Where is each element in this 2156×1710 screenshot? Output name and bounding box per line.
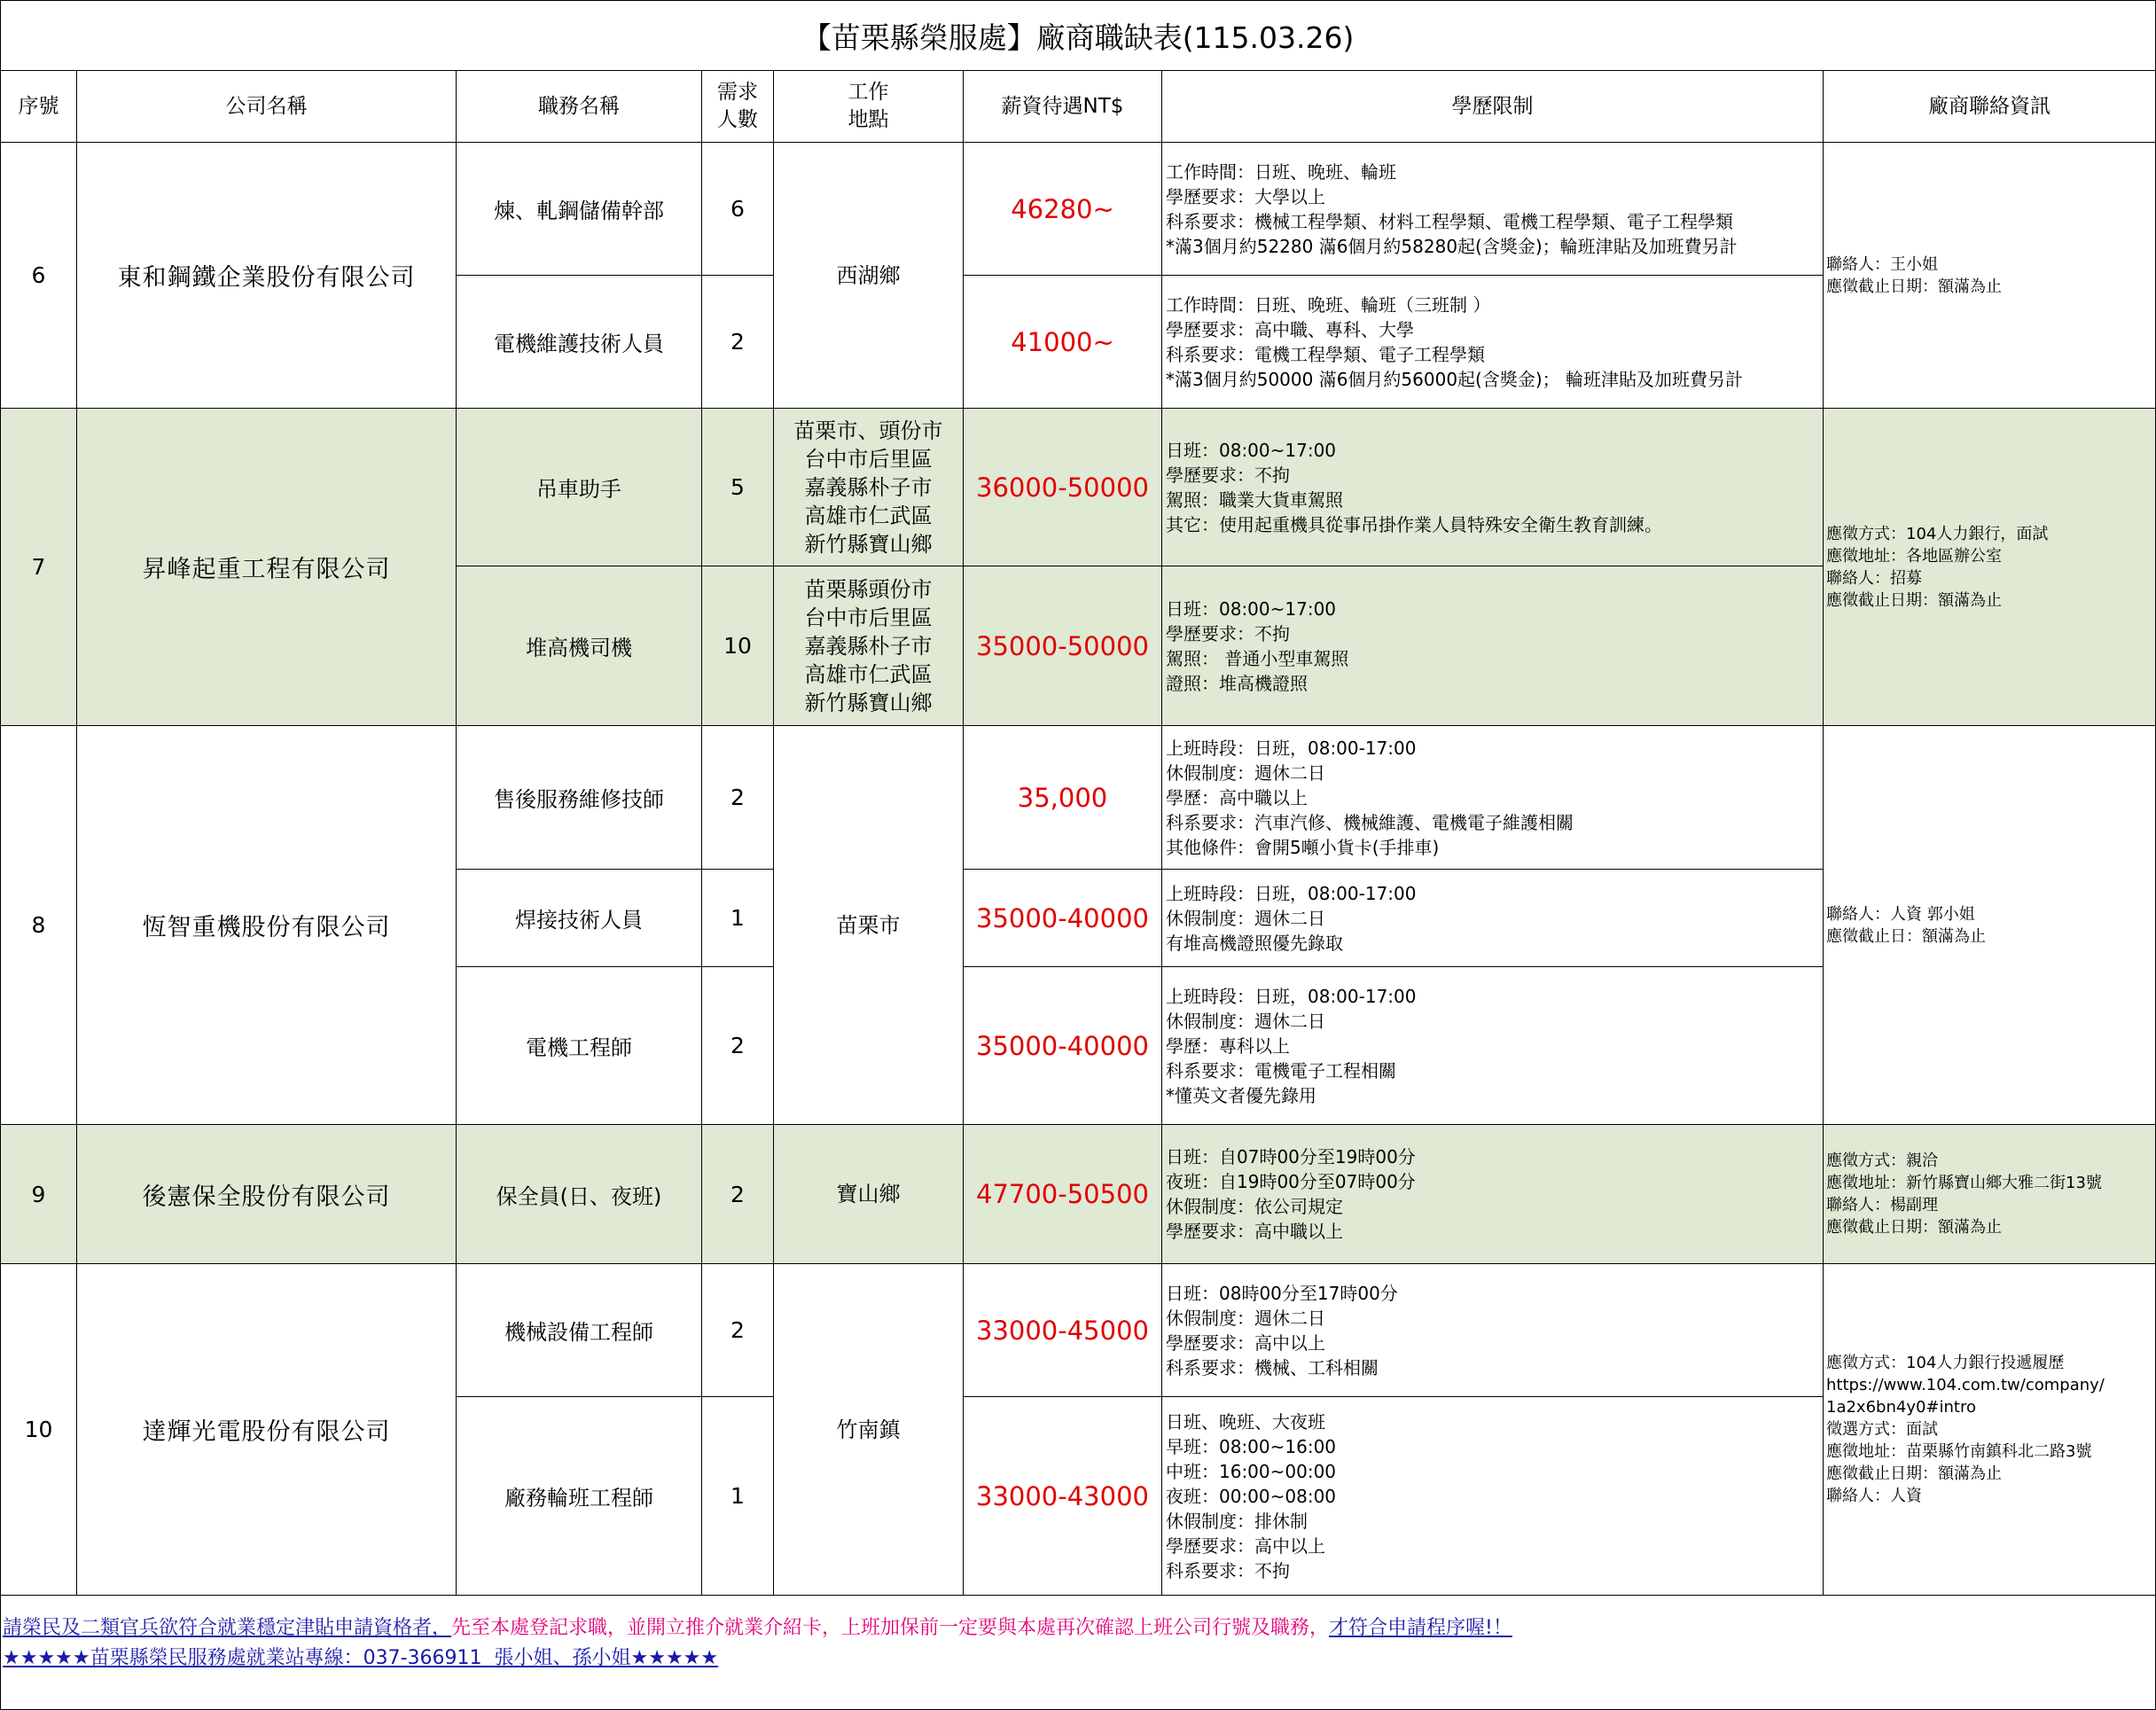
work-location-line: 苗栗市 <box>836 912 901 938</box>
headcount-cell: 5 <box>702 409 774 566</box>
headcount-cell: 2 <box>702 726 774 870</box>
job-title-cell: 保全員(日、夜班) <box>457 1125 702 1264</box>
contact-line: 應徵截止日期：額滿為止 <box>1826 1218 2002 1237</box>
salary-cell: 36000-50000 <box>964 409 1162 566</box>
company-name-cell: 恆智重機股份有限公司 <box>77 726 457 1125</box>
salary-cell: 41000~ <box>964 276 1162 409</box>
headcount-cell: 2 <box>702 276 774 409</box>
contact-info-cell <box>1824 1264 2156 1596</box>
salary-cell: 35000-40000 <box>964 870 1162 967</box>
work-location-cell <box>774 726 964 1125</box>
requirement-line: 科系要求：機械工程學類、材料工程學類、電機工程學類、電子工程學類 <box>1166 210 1733 232</box>
headcount-cell: 10 <box>702 566 774 726</box>
header-count-line: 需求 <box>717 81 758 104</box>
job-title-cell: 堆高機司機 <box>457 566 702 726</box>
contact-line: 聯絡人：人資 <box>1826 1487 1922 1505</box>
requirement-line: 有堆高機證照優先錄取 <box>1166 932 1343 954</box>
work-location-line: 新竹縣寶山鄉 <box>804 690 933 715</box>
contact-line: 應徵截止日期：額滿為止 <box>1826 1464 2002 1483</box>
footer-eligibility-text: 請榮民及二類官兵欲符合就業穩定津貼申請資格者， <box>3 1617 452 1639</box>
work-location-line: 台中市后里區 <box>804 446 933 472</box>
contact-line: 應徵方式：104人力銀行投遞履歷 <box>1826 1354 2065 1372</box>
requirements-cell <box>1162 409 1824 566</box>
company-name-cell: 東和鋼鐵企業股份有限公司 <box>77 143 457 409</box>
company-name-cell: 昇峰起重工程有限公司 <box>77 409 457 726</box>
requirement-line: 上班時段：日班，08:00-17:00 <box>1166 985 1417 1007</box>
requirement-line: 其他條件：會開5噸小貨卡(手排車) <box>1166 836 1440 858</box>
requirement-line: 休假制度：週休二日 <box>1166 1307 1325 1329</box>
requirement-line: 早班：08:00~16:00 <box>1166 1435 1337 1457</box>
work-location-cell <box>774 409 964 566</box>
salary-cell: 35000-40000 <box>964 967 1162 1125</box>
salary-cell: 33000-43000 <box>964 1397 1162 1596</box>
requirement-line: 夜班：自19時00分至07時00分 <box>1166 1171 1416 1192</box>
contact-info-cell <box>1824 409 2156 726</box>
requirements-cell <box>1162 143 1824 276</box>
requirement-line: *滿3個月約52280 滿6個月約58280起(含獎金)；輪班津貼及加班費另計 <box>1166 235 1738 257</box>
requirement-line: 其它：使用起重機具從事吊掛作業人員特殊安全衛生教育訓練。 <box>1166 513 1662 535</box>
header-contact: 廠商聯絡資訊 <box>1824 71 2156 143</box>
headcount-cell: 1 <box>702 870 774 967</box>
header-requirements: 學歷限制 <box>1162 71 1824 143</box>
requirement-line: 學歷要求：不拘 <box>1166 622 1290 644</box>
requirement-line: 日班、晚班、大夜班 <box>1166 1410 1325 1433</box>
work-location-line: 新竹縣寶山鄉 <box>804 531 933 557</box>
contact-line: 聯絡人：招募 <box>1826 568 1922 588</box>
header-row <box>1 71 2156 143</box>
salary-cell: 33000-45000 <box>964 1264 1162 1397</box>
header-location <box>774 71 964 143</box>
headcount-cell: 1 <box>702 1397 774 1596</box>
contact-info-cell <box>1824 1125 2156 1264</box>
requirements-cell <box>1162 870 1824 967</box>
contact-line: 應徵方式：104人力銀行，面試 <box>1826 524 2049 543</box>
requirement-line: 休假制度：週休二日 <box>1166 761 1325 784</box>
requirement-line: 夜班：00:00~08:00 <box>1166 1485 1337 1507</box>
requirement-line: 工作時間：日班、晚班、輪班 <box>1166 160 1396 183</box>
contact-line: 應徵方式：親洽 <box>1826 1152 1938 1170</box>
footer-hotline: ★★★★★苗栗縣榮民服務處就業站專線：037-366911 張小姐、孫小姐★★★★★ <box>3 1647 719 1669</box>
contact-line: 應徵地址：苗栗縣竹南鎮科北二路3號 <box>1826 1442 2092 1461</box>
requirement-line: 日班：自07時00分至19時00分 <box>1166 1146 1416 1167</box>
job-title-cell: 廠務輪班工程師 <box>457 1397 702 1596</box>
requirement-line: 科系要求：汽車汽修、機械維護、電機電子維護相關 <box>1166 811 1574 833</box>
seq-number-cell: 6 <box>1 143 77 409</box>
job-row <box>1 143 2156 276</box>
footer-closing-text: 才符合申請程序喔!！ <box>1329 1617 1512 1639</box>
salary-cell: 46280~ <box>964 143 1162 276</box>
job-row <box>1 1125 2156 1264</box>
requirements-cell <box>1162 1125 1824 1264</box>
company-name-cell: 後憲保全股份有限公司 <box>77 1125 457 1264</box>
job-row <box>1 1264 2156 1397</box>
header-salary: 薪資待遇NT$ <box>964 71 1162 143</box>
job-title-cell: 電機工程師 <box>457 967 702 1125</box>
contact-line: 徵選方式：面試 <box>1826 1420 1938 1439</box>
requirement-line: 上班時段：日班，08:00-17:00 <box>1166 882 1417 904</box>
job-title-cell: 煉、軋鋼儲備幹部 <box>457 143 702 276</box>
requirement-line: 科系要求：不拘 <box>1166 1559 1290 1581</box>
headcount-cell: 2 <box>702 1264 774 1397</box>
seq-number-cell: 10 <box>1 1264 77 1596</box>
requirement-line: *滿3個月約50000 滿6個月約56000起(含獎金)； 輪班津貼及加班費另計 <box>1166 368 1744 390</box>
contact-line: 聯絡人：王小姐 <box>1826 254 1938 274</box>
requirement-line: 休假制度：排休制 <box>1166 1510 1308 1532</box>
footer-procedure-text: 先至本處登記求職，並開立推介就業介紹卡，上班加保前一定要與本處再次確認上班公司行號及職務， <box>451 1617 1330 1639</box>
requirements-cell <box>1162 566 1824 726</box>
requirement-line: 科系要求：電機電子工程相關 <box>1166 1059 1396 1081</box>
header-company: 公司名稱 <box>77 71 457 143</box>
contact-line: 應徵地址：新竹縣寶山鄉大雅二街13號 <box>1826 1174 2102 1192</box>
seq-number-cell: 9 <box>1 1125 77 1264</box>
requirement-line: 科系要求：機械、工科相關 <box>1166 1356 1379 1378</box>
requirement-line: 學歷要求：不拘 <box>1166 464 1290 486</box>
requirements-cell <box>1162 1397 1824 1596</box>
job-title-cell: 吊車助手 <box>457 409 702 566</box>
contact-line: 應徵地址：各地區辦公室 <box>1826 546 2002 566</box>
requirements-cell <box>1162 276 1824 409</box>
requirement-line: 學歷要求：高中職以上 <box>1166 1221 1343 1242</box>
header-location-line: 工作 <box>848 81 889 104</box>
headcount-cell: 2 <box>702 1125 774 1264</box>
requirement-line: 休假制度：週休二日 <box>1166 907 1325 929</box>
salary-cell: 47700-50500 <box>964 1125 1162 1264</box>
requirement-line: 休假制度：週休二日 <box>1166 1010 1325 1032</box>
work-location-line: 西湖鄉 <box>836 262 901 288</box>
requirement-line: 駕照： 普通小型車駕照 <box>1166 647 1349 669</box>
contact-line: 應徵截止日期：額滿為止 <box>1826 590 2002 610</box>
requirement-line: 駕照：職業大貨車駕照 <box>1166 488 1343 511</box>
work-location-line: 嘉義縣朴子市 <box>804 474 933 500</box>
requirement-line: 日班：08:00~17:00 <box>1166 597 1337 620</box>
requirement-line: *懂英文者優先錄用 <box>1166 1084 1316 1106</box>
contact-line: 應徵截止日期：額滿為止 <box>1826 277 2002 296</box>
job-row <box>1 409 2156 566</box>
requirement-line: 學歷要求：大學以上 <box>1166 185 1325 207</box>
footer-notice <box>1 1596 2156 1710</box>
header-job: 職務名稱 <box>457 71 702 143</box>
headcount-cell: 2 <box>702 967 774 1125</box>
requirement-line: 工作時間：日班、晚班、輪班（三班制 ） <box>1166 293 1491 316</box>
contact-line: 聯絡人：人資 郭小姐 <box>1826 904 1975 924</box>
requirement-line: 證照：堆高機證照 <box>1166 672 1308 694</box>
work-location-cell <box>774 566 964 726</box>
work-location-line: 台中市后里區 <box>804 605 933 630</box>
work-location-line: 高雄市仁武區 <box>804 503 933 528</box>
seq-number-cell: 8 <box>1 726 77 1125</box>
seq-number-cell: 7 <box>1 409 77 726</box>
work-location-line: 寶山鄉 <box>836 1182 901 1206</box>
headcount-cell: 6 <box>702 143 774 276</box>
requirement-line: 科系要求：電機工程學類、電子工程學類 <box>1166 343 1485 365</box>
header-location-line: 地點 <box>848 108 889 131</box>
work-location-line: 苗栗市、頭份市 <box>793 418 943 443</box>
requirements-cell <box>1162 726 1824 870</box>
requirement-line: 日班：08時00分至17時00分 <box>1166 1282 1398 1304</box>
requirement-line: 中班：16:00~00:00 <box>1166 1460 1337 1482</box>
job-row <box>1 726 2156 870</box>
requirement-line: 日班：08:00~17:00 <box>1166 439 1337 461</box>
header-seq: 序號 <box>1 71 77 143</box>
company-name-cell: 達輝光電股份有限公司 <box>77 1264 457 1596</box>
header-count-line: 人數 <box>717 108 758 131</box>
header-count <box>702 71 774 143</box>
requirements-cell <box>1162 1264 1824 1397</box>
job-rows <box>1 143 2156 1596</box>
work-location-cell <box>774 1125 964 1264</box>
job-title-cell: 焊接技術人員 <box>457 870 702 967</box>
salary-cell: 35,000 <box>964 726 1162 870</box>
job-title-cell: 機械設備工程師 <box>457 1264 702 1397</box>
requirement-line: 學歷要求：高中職、專科、大學 <box>1166 318 1414 340</box>
work-location-cell <box>774 1264 964 1596</box>
work-location-line: 竹南鎮 <box>836 1417 901 1442</box>
job-title-cell: 售後服務維修技師 <box>457 726 702 870</box>
requirement-line: 學歷要求：高中以上 <box>1166 1331 1325 1354</box>
salary-cell: 35000-50000 <box>964 566 1162 726</box>
work-location-line: 高雄市仁武區 <box>804 661 933 687</box>
job-title-cell: 電機維護技術人員 <box>457 276 702 409</box>
contact-line: 1a2x6bn4y0#intro <box>1826 1398 1976 1417</box>
work-location-line: 嘉義縣朴子市 <box>804 633 933 659</box>
contact-line: 聯絡人：楊副理 <box>1826 1196 1938 1214</box>
requirement-line: 休假制度：依公司規定 <box>1166 1196 1343 1217</box>
work-location-cell <box>774 143 964 409</box>
requirement-line: 學歷要求：高中以上 <box>1166 1534 1325 1557</box>
contact-info-cell <box>1824 726 2156 1125</box>
sheet-title: 【苗栗縣榮服處】廠商職缺表(115.03.26) <box>1 1 2156 71</box>
requirement-line: 學歷：專科以上 <box>1166 1035 1290 1057</box>
requirement-line: 上班時段：日班，08:00-17:00 <box>1166 737 1417 759</box>
work-location-line: 苗栗縣頭份市 <box>804 576 933 602</box>
requirements-cell <box>1162 967 1824 1125</box>
contact-line: https://www.104.com.tw/company/ <box>1826 1376 2105 1394</box>
requirement-line: 學歷：高中職以上 <box>1166 786 1308 808</box>
contact-line: 應徵截止日：額滿為止 <box>1826 926 1986 946</box>
contact-info-cell <box>1824 143 2156 409</box>
